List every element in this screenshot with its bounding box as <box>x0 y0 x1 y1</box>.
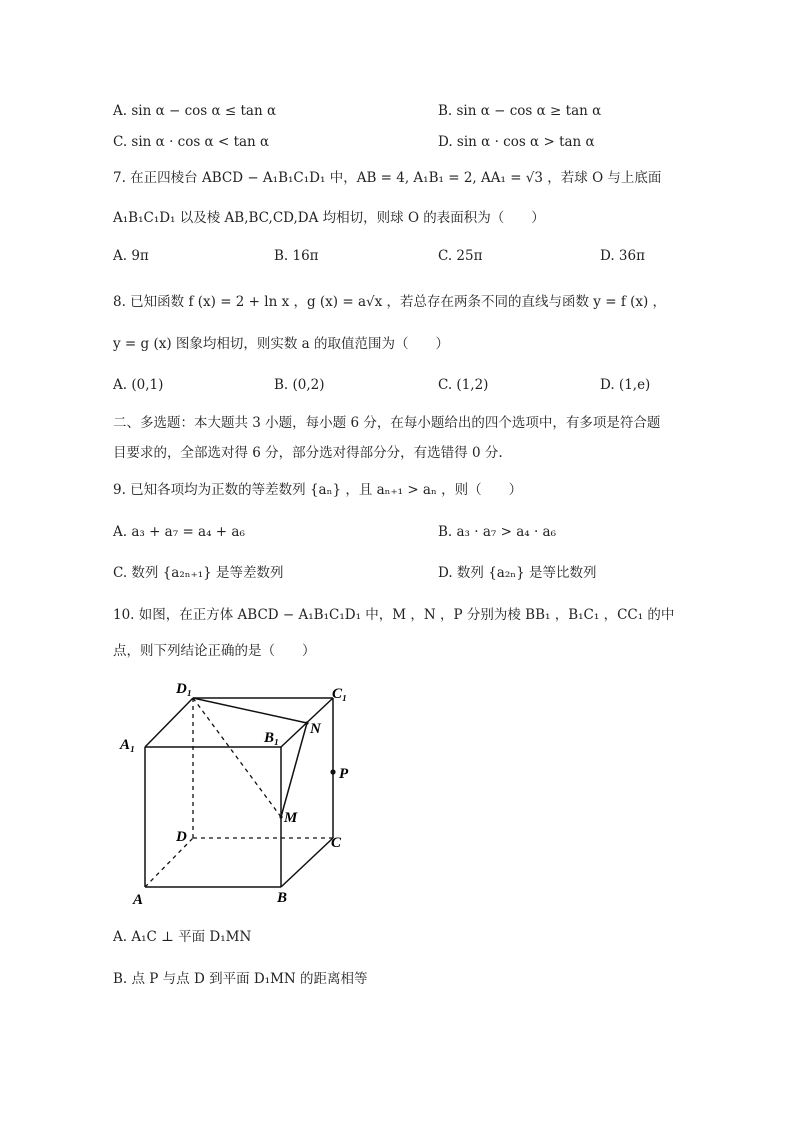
point-N-marker <box>305 721 308 724</box>
edge-B-C <box>281 838 333 887</box>
q9-option-d: D. 数列 {a₂ₙ} 是等比数列 <box>438 565 597 581</box>
q7-option-b: B. 16π <box>274 248 319 264</box>
q10-stem-line1: 10. 如图，在正方体 ABCD − A₁B₁C₁D₁ 中，M ，N ，P 分别为棱 BB₁ ，B₁C₁ ，CC₁ 的中 <box>113 607 675 623</box>
label-M: M <box>284 810 298 826</box>
label-D1: D₁ <box>176 681 193 697</box>
label-N: N <box>310 721 321 737</box>
q7-option-a: A. 9π <box>113 248 149 264</box>
hidden-edge-A-D <box>145 838 193 887</box>
label-A: A <box>133 892 144 908</box>
segment-D1-N <box>193 698 307 723</box>
q8-option-d: D. (1,e) <box>600 377 651 393</box>
cube-figure <box>110 670 370 915</box>
q6-option-b: B. sin α − cos α ≥ tan α <box>438 103 602 119</box>
label-B1: B₁ <box>264 730 280 746</box>
label-D: D <box>176 829 187 845</box>
label-C: C <box>331 835 342 851</box>
q8-option-a: A. (0,1) <box>113 377 164 393</box>
q9-option-b: B. a₃ · a₇ > a₄ · a₆ <box>438 524 556 540</box>
segment-N-M <box>281 723 307 817</box>
section-heading-line1: 二、多选题：本大题共 3 小题，每小题 6 分，在每小题给出的四个选项中，有多项是符合题 <box>113 415 661 431</box>
label-C1: C₁ <box>332 686 348 702</box>
label-P: P <box>339 766 349 782</box>
label-A1: A₁ <box>120 737 136 753</box>
section-heading-line2: 目要求的，全部选对得 6 分，部分选对得部分分，有选错得 0 分. <box>113 445 503 461</box>
q8-option-b: B. (0,2) <box>274 377 325 393</box>
point-M-marker <box>279 815 282 818</box>
q9-option-c: C. 数列 {a₂ₙ₊₁} 是等差数列 <box>113 565 284 581</box>
edge-A1-D1 <box>145 698 193 747</box>
q6-option-d: D. sin α · cos α > tan α <box>438 134 595 150</box>
q8-stem-line2: y = g (x) 图象均相切，则实数 a 的取值范围为（ ） <box>113 336 450 352</box>
q7-option-c: C. 25π <box>438 248 483 264</box>
q8-option-c: C. (1,2) <box>438 377 489 393</box>
q10-option-a: A. A₁C ⊥ 平面 D₁MN <box>113 929 252 945</box>
q6-option-c: C. sin α · cos α < tan α <box>113 134 270 150</box>
q8-stem-line1: 8. 已知函数 f (x) = 2 + ln x ，g (x) = a√x ，若总存在两条不同的直线与函数 y = f (x) ， <box>113 294 667 310</box>
q6-option-a: A. sin α − cos α ≤ tan α <box>113 103 277 119</box>
q10-stem-line2: 点，则下列结论正确的是（ ） <box>113 643 316 659</box>
q7-stem-line2: A₁B₁C₁D₁ 以及棱 AB,BC,CD,DA 均相切，则球 O 的表面积为（ ） <box>113 210 545 226</box>
point-P-marker <box>330 769 335 774</box>
q10-option-b: B. 点 P 与点 D 到平面 D₁MN 的距离相等 <box>113 971 368 987</box>
q9-option-a: A. a₃ + a₇ = a₄ + a₆ <box>113 524 245 540</box>
q7-stem-line1: 7. 在正四棱台 ABCD − A₁B₁C₁D₁ 中，AB = 4, A₁B₁ = 2, AA₁ = √3 ，若球 O 与上底面 <box>113 170 662 186</box>
label-B: B <box>277 890 288 906</box>
q9-stem: 9. 已知各项均为正数的等差数列 {aₙ} ，且 aₙ₊₁ > aₙ ，则（ ） <box>113 482 523 498</box>
hidden-segment-D1-M <box>193 698 281 817</box>
q7-option-d: D. 36π <box>600 248 645 264</box>
